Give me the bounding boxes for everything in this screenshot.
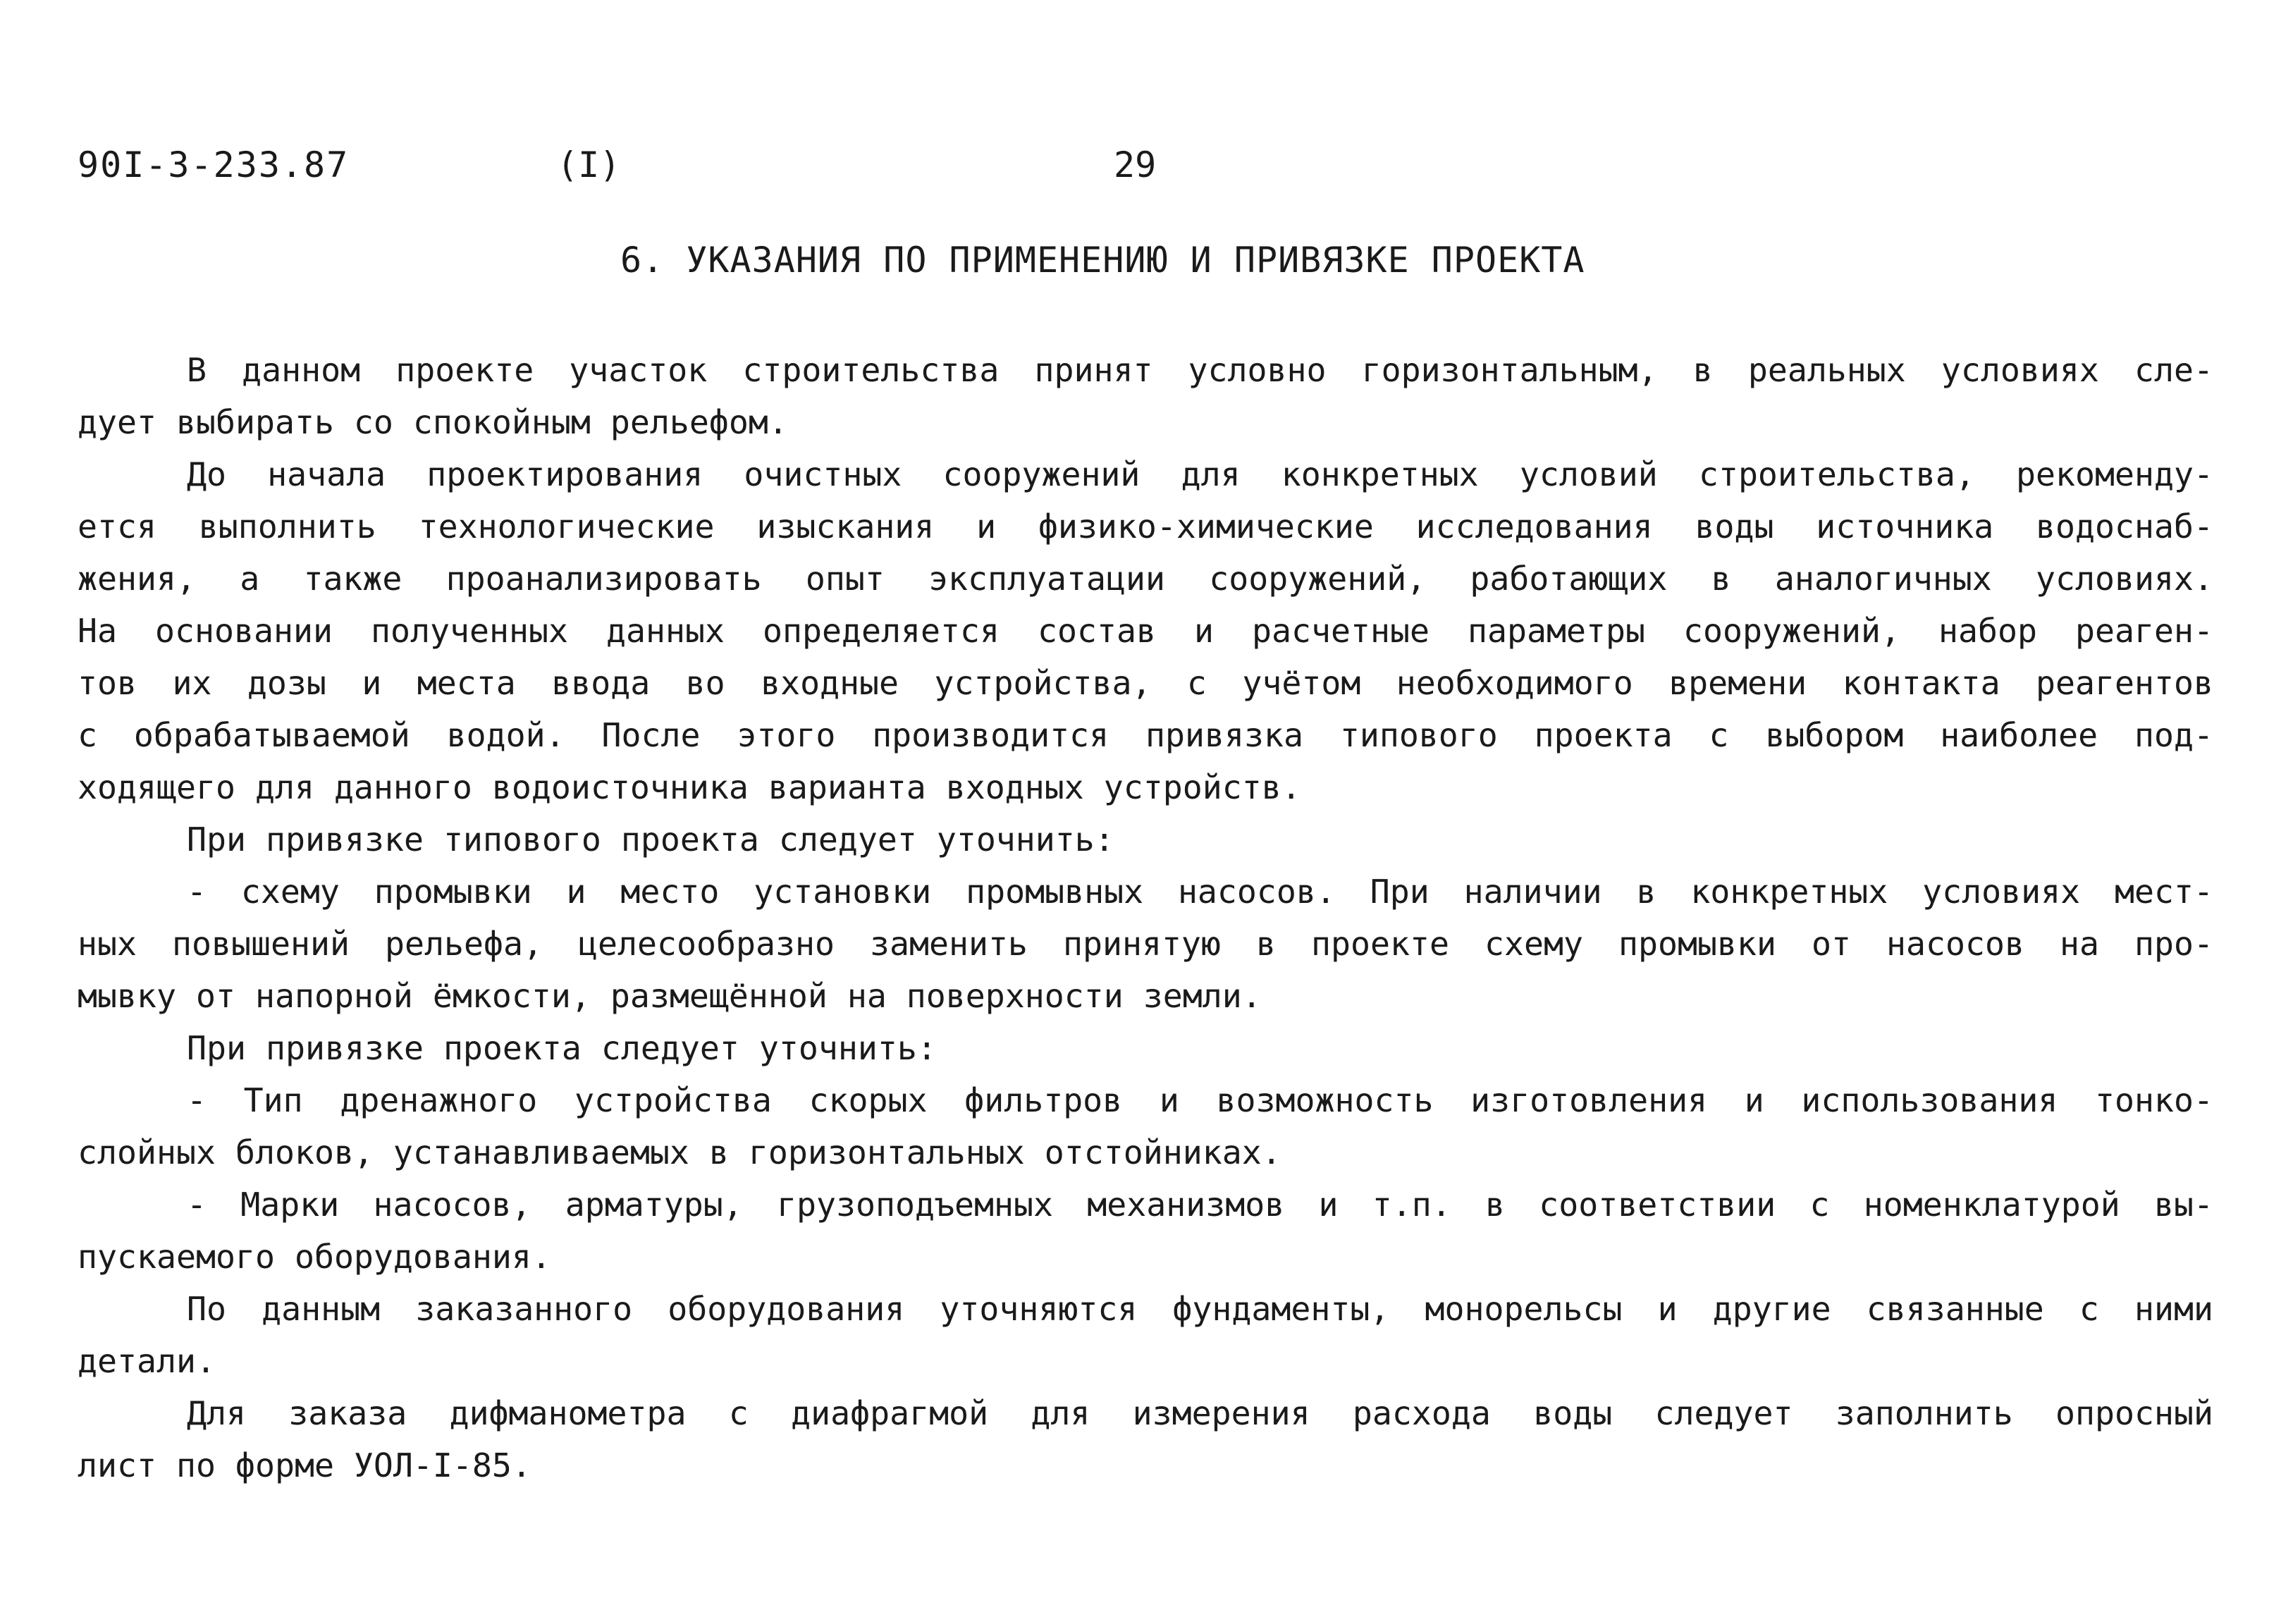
text-line: тов их дозы и места ввода во входные устройства, с учётом необходимого времени контакта реагентов [78, 664, 2213, 702]
text-line: лист по форме УОЛ-I-85. [78, 1446, 531, 1484]
text-line: По данным заказанного оборудования уточняются фундаменты, монорельсы и другие связанные с ними [187, 1290, 2213, 1328]
text-line: - схему промывки и место установки промывных насосов. При наличии в конкретных условиях мест- [187, 873, 2213, 911]
text-line: слойных блоков, устанавливаемых в горизонтальных отстойниках. [78, 1133, 1281, 1171]
text-line: - Тип дренажного устройства скорых фильтров и возможность изготовления и использования тонко- [187, 1081, 2213, 1119]
text-line: пускаемого оборудования. [78, 1238, 551, 1276]
text-line: - Марки насосов, арматуры, грузоподъемных механизмов и т.п. в соответствии с номенклатурой вы- [187, 1186, 2213, 1224]
text-line: В данном проекте участок строительства принят условно горизонтальным, в реальных условиях сле- [187, 351, 2213, 389]
text-line: с обрабатываемой водой. После этого производится привязка типового проекта с выбором наиболее под- [78, 716, 2213, 754]
text-line: ных повышений рельефа, целесообразно заменить принятую в проекте схему промывки от насосов на про- [78, 925, 2213, 963]
text-line: дует выбирать со спокойным рельефом. [78, 403, 788, 441]
text-line: детали. [78, 1342, 216, 1380]
body-text [78, 344, 2213, 1491]
document-code: 90I-3-233.87 [78, 144, 350, 185]
page-number: 29 [1114, 144, 1157, 185]
text-line: До начала проектирования очистных сооружений для конкретных условий строительства, рекоменду- [187, 455, 2213, 493]
text-line: На основании полученных данных определяется состав и расчетные параметры сооружений, набор реаген- [78, 612, 2213, 650]
text-line: При привязке проекта следует уточнить: [187, 1029, 937, 1067]
text-line: Для заказа дифманометра с диафрагмой для измерения расхода воды следует заполнить опросный [187, 1394, 2213, 1432]
document-part: (I) [557, 144, 621, 185]
section-title: 6. УКАЗАНИЯ ПО ПРИМЕНЕНИЮ И ПРИВЯЗКЕ ПРОЕКТА [620, 240, 1585, 281]
text-line: ется выполнить технологические изыскания и физико-химические исследования воды источника водоснаб- [78, 508, 2213, 546]
text-line: жения, а также проанализировать опыт эксплуатации сооружений, работающих в аналогичных условиях. [78, 560, 2213, 598]
text-line: ходящего для данного водоисточника варианта входных устройств. [78, 768, 1301, 806]
text-line: При привязке типового проекта следует уточнить: [187, 820, 1114, 859]
text-line: мывку от напорной ёмкости, размещённой на поверхности земли. [78, 977, 1262, 1015]
